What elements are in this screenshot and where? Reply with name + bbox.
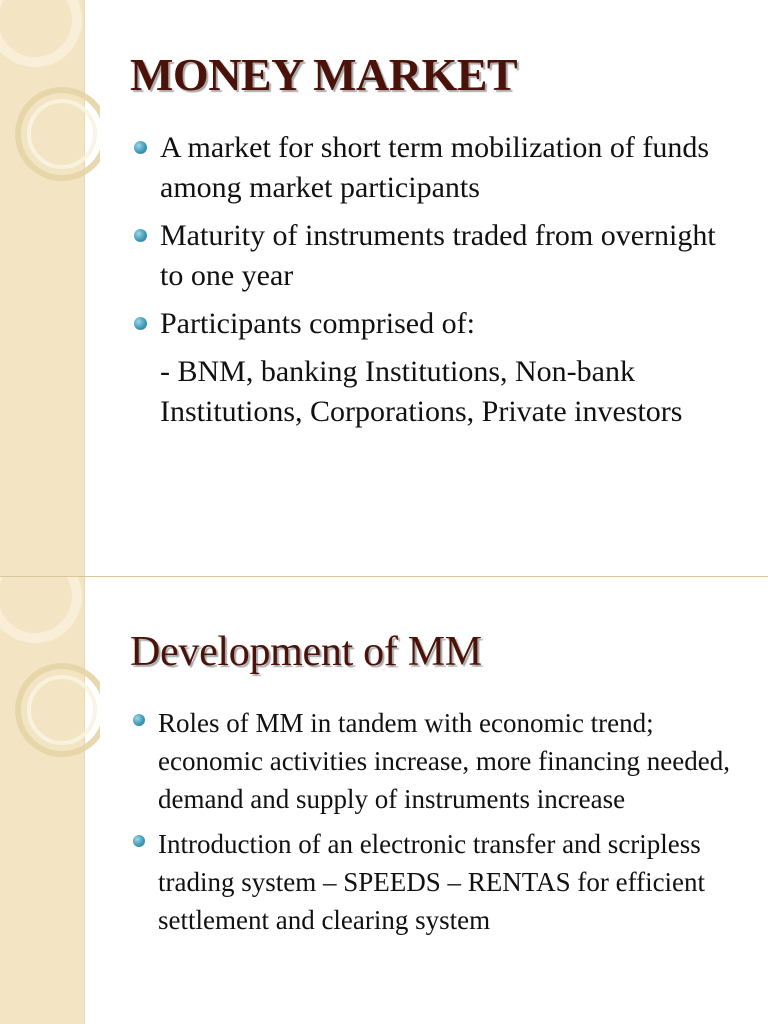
bullet-list <box>132 128 742 432</box>
bullet-item <box>132 704 750 818</box>
bullet-dot-icon <box>134 317 147 330</box>
bullet-item <box>132 128 742 208</box>
bullet-text: Participants comprised of: <box>160 307 475 340</box>
bullet-item <box>132 825 750 939</box>
bullet-dot-icon <box>133 835 145 847</box>
bullet-item <box>132 216 742 296</box>
bullet-text: Maturity of instruments traded from overnight to one year <box>160 219 716 292</box>
sub-item-text: - BNM, banking Institutions, Non-bank Institutions, Corporations, Private investors <box>160 355 683 428</box>
bullet-text: Introduction of an electronic transfer and scripless trading system – SPEEDS – RENTAS for efficient settlement and clearing system <box>158 829 706 935</box>
slide-title: Development of MM <box>130 629 482 675</box>
decorative-rings-icon <box>0 576 100 776</box>
slide-development-of-mm <box>0 576 768 1024</box>
slide-title: MONEY MARKET <box>130 49 518 100</box>
decorative-rings-icon <box>0 0 100 200</box>
bullet-text: Roles of MM in tandem with economic trend; economic activities increase, more financing needed, demand and supply of instruments increase <box>158 708 730 814</box>
bullet-item <box>132 304 742 344</box>
bullet-dot-icon <box>134 229 147 242</box>
bullet-text: A market for short term mobilization of funds among market participants <box>160 131 710 204</box>
slide-divider <box>0 576 768 577</box>
bullet-dot-icon <box>134 141 147 154</box>
sub-item <box>132 352 742 432</box>
bullet-dot-icon <box>133 714 145 726</box>
bullet-list <box>132 704 750 946</box>
